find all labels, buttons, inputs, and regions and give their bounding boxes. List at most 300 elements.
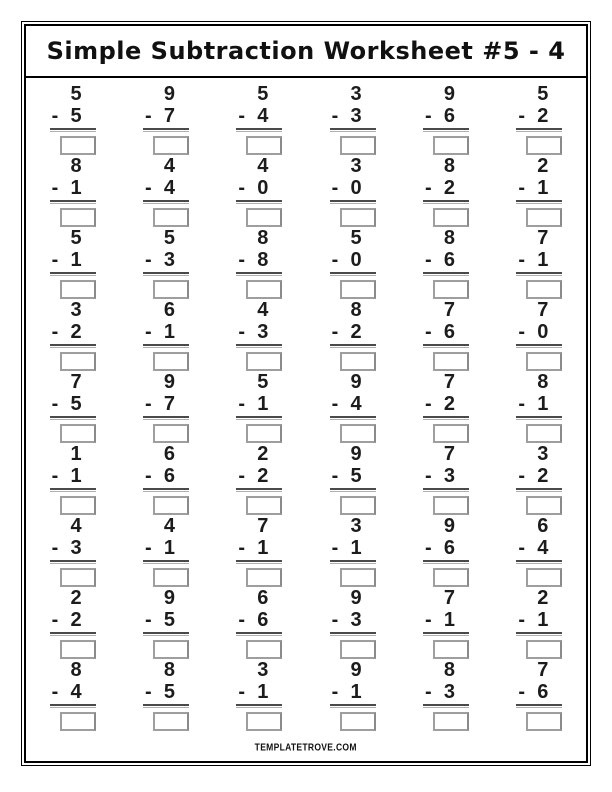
minus-sign: -: [424, 249, 432, 271]
minuend: 1: [70, 443, 82, 465]
minus-sign: -: [144, 609, 152, 631]
minus-sign: -: [331, 681, 339, 703]
subtrahend-row: [50, 105, 96, 127]
problem: [143, 371, 189, 443]
answer-box[interactable]: [526, 136, 562, 155]
answer-box[interactable]: [433, 568, 469, 587]
minus-sign: -: [424, 537, 432, 559]
minus-sign: -: [424, 681, 432, 703]
answer-line: [50, 704, 96, 708]
subtrahend-row: [423, 609, 469, 631]
minus-sign: -: [331, 609, 339, 631]
answer-box[interactable]: [340, 712, 376, 731]
problem: [50, 587, 96, 659]
answer-line: [143, 632, 189, 636]
minuend: 2: [70, 587, 82, 609]
minuend: 4: [70, 515, 82, 537]
answer-box[interactable]: [60, 136, 96, 155]
answer-box[interactable]: [340, 424, 376, 443]
subtrahend: 1: [537, 249, 549, 271]
answer-box[interactable]: [526, 352, 562, 371]
answer-box[interactable]: [340, 136, 376, 155]
problem: [236, 443, 282, 515]
subtrahend-row: [423, 465, 469, 487]
minus-sign: -: [144, 465, 152, 487]
answer-box[interactable]: [433, 280, 469, 299]
answer-box[interactable]: [60, 280, 96, 299]
subtrahend: 2: [70, 321, 82, 343]
answer-box[interactable]: [60, 208, 96, 227]
subtrahend: 5: [163, 609, 175, 631]
minus-sign: -: [424, 465, 432, 487]
problem: [423, 443, 469, 515]
problem: [143, 587, 189, 659]
minuend: 3: [257, 659, 269, 681]
answer-box[interactable]: [340, 352, 376, 371]
answer-box[interactable]: [60, 640, 96, 659]
problem: [236, 227, 282, 299]
subtrahend-row: [330, 105, 376, 127]
problem: [236, 659, 282, 731]
answer-box[interactable]: [340, 640, 376, 659]
minuend: 9: [443, 83, 455, 105]
problem: [236, 515, 282, 587]
answer-box[interactable]: [246, 568, 282, 587]
answer-line: [516, 128, 562, 132]
answer-box[interactable]: [526, 712, 562, 731]
minus-sign: -: [518, 321, 525, 343]
minus-sign: -: [51, 393, 59, 415]
subtrahend-row: [143, 609, 189, 631]
answer-line: [236, 272, 282, 276]
problem: [516, 443, 562, 515]
subtrahend-row: [50, 537, 96, 559]
minus-sign: -: [518, 465, 525, 487]
subtrahend-row: [423, 249, 469, 271]
minuend: 9: [443, 515, 455, 537]
minuend: 9: [163, 83, 175, 105]
minuend: 5: [537, 83, 549, 105]
answer-box[interactable]: [246, 280, 282, 299]
minuend: 5: [350, 227, 362, 249]
problem: [330, 227, 376, 299]
minus-sign: -: [238, 465, 245, 487]
subtrahend-row: [423, 393, 469, 415]
answer-line: [236, 632, 282, 636]
problem: [236, 587, 282, 659]
subtrahend-row: [236, 321, 282, 343]
subtrahend-row: [330, 465, 376, 487]
minus-sign: -: [51, 177, 59, 199]
answer-box[interactable]: [526, 568, 562, 587]
answer-line: [236, 704, 282, 708]
answer-line: [423, 200, 469, 204]
subtrahend-row: [516, 249, 562, 271]
problem: [143, 299, 189, 371]
minus-sign: -: [331, 177, 339, 199]
subtrahend-row: [236, 465, 282, 487]
minuend: 9: [350, 443, 362, 465]
answer-box[interactable]: [246, 136, 282, 155]
problem: [516, 371, 562, 443]
subtrahend-row: [50, 609, 96, 631]
answer-line: [330, 560, 376, 564]
problem: [423, 587, 469, 659]
subtrahend: 4: [537, 537, 549, 559]
subtrahend: 6: [443, 249, 455, 271]
minuend: 5: [70, 227, 82, 249]
subtrahend-row: [330, 249, 376, 271]
minus-sign: -: [51, 681, 59, 703]
subtrahend: 0: [257, 177, 269, 199]
answer-box[interactable]: [526, 208, 562, 227]
minuend: 6: [163, 443, 175, 465]
minuend: 7: [443, 371, 455, 393]
answer-box[interactable]: [340, 496, 376, 515]
subtrahend-row: [143, 537, 189, 559]
minuend: 8: [537, 371, 549, 393]
answer-line: [236, 344, 282, 348]
answer-box[interactable]: [433, 496, 469, 515]
minuend: 2: [257, 443, 269, 465]
minuend: 7: [537, 299, 549, 321]
subtrahend-row: [236, 537, 282, 559]
answer-box[interactable]: [153, 136, 189, 155]
page-title: Simple Subtraction Worksheet #5 - 4: [46, 37, 566, 65]
problem: [330, 155, 376, 227]
answer-box[interactable]: [340, 568, 376, 587]
minus-sign: -: [238, 393, 245, 415]
subtrahend-row: [516, 105, 562, 127]
minus-sign: -: [518, 609, 525, 631]
answer-line: [143, 416, 189, 420]
subtrahend: 4: [350, 393, 362, 415]
subtrahend-row: [236, 249, 282, 271]
problem: [516, 515, 562, 587]
minuend: 9: [163, 587, 175, 609]
answer-line: [143, 704, 189, 708]
answer-box[interactable]: [246, 208, 282, 227]
answer-box[interactable]: [153, 712, 189, 731]
problem: [423, 227, 469, 299]
footer-watermark: TEMPLATETROVE.COM: [254, 741, 358, 753]
problem: [143, 515, 189, 587]
answer-line: [516, 488, 562, 492]
subtrahend: 1: [350, 537, 362, 559]
subtrahend-row: [330, 537, 376, 559]
subtrahend: 0: [537, 321, 549, 343]
minuend: 2: [537, 155, 549, 177]
subtrahend: 2: [70, 609, 82, 631]
minus-sign: -: [331, 105, 339, 127]
subtrahend: 1: [257, 393, 269, 415]
problem: [50, 83, 96, 155]
subtrahend: 1: [163, 537, 175, 559]
answer-line: [423, 632, 469, 636]
minus-sign: -: [238, 609, 245, 631]
minuend: 4: [163, 155, 175, 177]
answer-box[interactable]: [340, 280, 376, 299]
answer-line: [330, 488, 376, 492]
minus-sign: -: [424, 177, 432, 199]
minuend: 6: [257, 587, 269, 609]
minuend: 7: [443, 299, 455, 321]
problem: [516, 155, 562, 227]
minuend: 3: [350, 155, 362, 177]
minuend: 8: [257, 227, 269, 249]
subtrahend-row: [423, 681, 469, 703]
answer-box[interactable]: [433, 640, 469, 659]
answer-box[interactable]: [153, 208, 189, 227]
minuend: 3: [350, 515, 362, 537]
answer-line: [423, 560, 469, 564]
subtrahend-row: [143, 105, 189, 127]
subtrahend-row: [516, 321, 562, 343]
subtrahend: 1: [257, 681, 269, 703]
subtrahend: 1: [443, 609, 455, 631]
minuend: 8: [443, 155, 455, 177]
subtrahend-row: [143, 465, 189, 487]
problem: [330, 659, 376, 731]
problems-grid: [26, 78, 586, 733]
problem: [423, 659, 469, 731]
subtrahend: 3: [163, 249, 175, 271]
problem: [516, 83, 562, 155]
answer-box[interactable]: [433, 136, 469, 155]
subtrahend-row: [330, 321, 376, 343]
minuend: 7: [537, 659, 549, 681]
minuend: 7: [257, 515, 269, 537]
answer-line: [236, 560, 282, 564]
minus-sign: -: [51, 465, 59, 487]
minuend: 5: [257, 371, 269, 393]
subtrahend-row: [330, 609, 376, 631]
subtrahend: 5: [163, 681, 175, 703]
answer-box[interactable]: [246, 496, 282, 515]
title-band: [26, 26, 586, 78]
minus-sign: -: [238, 321, 245, 343]
minuend: 9: [350, 587, 362, 609]
minus-sign: -: [51, 105, 59, 127]
answer-line: [423, 128, 469, 132]
minus-sign: -: [238, 105, 245, 127]
subtrahend-row: [50, 249, 96, 271]
answer-box[interactable]: [526, 424, 562, 443]
answer-box[interactable]: [246, 424, 282, 443]
minuend: 8: [70, 155, 82, 177]
minuend: 6: [163, 299, 175, 321]
subtrahend: 3: [443, 465, 455, 487]
minuend: 5: [163, 227, 175, 249]
answer-line: [143, 344, 189, 348]
subtrahend: 3: [257, 321, 269, 343]
subtrahend: 1: [163, 321, 175, 343]
answer-line: [516, 272, 562, 276]
answer-box[interactable]: [153, 568, 189, 587]
problem: [423, 155, 469, 227]
answer-box[interactable]: [246, 352, 282, 371]
subtrahend: 6: [163, 465, 175, 487]
subtrahend: 5: [70, 393, 82, 415]
problem: [50, 227, 96, 299]
subtrahend: 3: [443, 681, 455, 703]
minus-sign: -: [518, 393, 525, 415]
minus-sign: -: [144, 105, 152, 127]
answer-line: [143, 560, 189, 564]
problem: [236, 371, 282, 443]
answer-line: [516, 344, 562, 348]
answer-box[interactable]: [433, 352, 469, 371]
subtrahend-row: [143, 681, 189, 703]
minus-sign: -: [331, 249, 339, 271]
subtrahend: 1: [70, 465, 82, 487]
subtrahend: 0: [350, 177, 362, 199]
subtrahend-row: [330, 681, 376, 703]
answer-box[interactable]: [60, 352, 96, 371]
problem: [143, 659, 189, 731]
minuend: 8: [443, 659, 455, 681]
subtrahend-row: [50, 393, 96, 415]
answer-box[interactable]: [153, 352, 189, 371]
answer-box[interactable]: [433, 712, 469, 731]
answer-line: [330, 344, 376, 348]
subtrahend: 3: [70, 537, 82, 559]
subtrahend-row: [423, 537, 469, 559]
footer-band: [26, 733, 586, 761]
answer-line: [50, 416, 96, 420]
minus-sign: -: [238, 177, 245, 199]
answer-box[interactable]: [60, 712, 96, 731]
subtrahend: 6: [443, 321, 455, 343]
answer-line: [50, 200, 96, 204]
subtrahend-row: [236, 105, 282, 127]
minus-sign: -: [424, 609, 432, 631]
subtrahend-row: [516, 465, 562, 487]
answer-box[interactable]: [60, 568, 96, 587]
minuend: 7: [443, 587, 455, 609]
answer-box[interactable]: [153, 424, 189, 443]
answer-box[interactable]: [153, 280, 189, 299]
answer-line: [423, 344, 469, 348]
subtrahend: 8: [257, 249, 269, 271]
subtrahend-row: [143, 321, 189, 343]
answer-line: [423, 488, 469, 492]
minus-sign: -: [144, 393, 152, 415]
minuend: 4: [163, 515, 175, 537]
subtrahend: 4: [70, 681, 82, 703]
answer-line: [50, 344, 96, 348]
subtrahend-row: [516, 681, 562, 703]
subtrahend-row: [236, 393, 282, 415]
answer-box[interactable]: [246, 712, 282, 731]
subtrahend: 2: [350, 321, 362, 343]
answer-box[interactable]: [153, 496, 189, 515]
problem: [143, 155, 189, 227]
answer-line: [330, 704, 376, 708]
problem: [516, 227, 562, 299]
subtrahend-row: [143, 249, 189, 271]
minuend: 7: [537, 227, 549, 249]
subtrahend: 2: [443, 177, 455, 199]
minus-sign: -: [331, 537, 339, 559]
problem: [50, 371, 96, 443]
subtrahend: 2: [443, 393, 455, 415]
answer-box[interactable]: [433, 208, 469, 227]
subtrahend-row: [330, 177, 376, 199]
page-frame-inner: [24, 24, 588, 763]
minus-sign: -: [424, 393, 432, 415]
minus-sign: -: [51, 249, 59, 271]
subtrahend-row: [516, 537, 562, 559]
problem: [330, 371, 376, 443]
problem: [50, 443, 96, 515]
subtrahend: 6: [537, 681, 549, 703]
minuend: 9: [163, 371, 175, 393]
problem: [330, 515, 376, 587]
problem: [50, 155, 96, 227]
problem: [330, 83, 376, 155]
answer-box[interactable]: [433, 424, 469, 443]
answer-box[interactable]: [526, 280, 562, 299]
answer-line: [330, 632, 376, 636]
subtrahend-row: [143, 177, 189, 199]
problem: [236, 83, 282, 155]
answer-box[interactable]: [60, 424, 96, 443]
problem: [516, 299, 562, 371]
answer-box[interactable]: [526, 640, 562, 659]
minus-sign: -: [518, 537, 525, 559]
minus-sign: -: [51, 537, 59, 559]
answer-line: [236, 200, 282, 204]
subtrahend: 2: [537, 105, 549, 127]
minus-sign: -: [518, 249, 525, 271]
problem: [50, 299, 96, 371]
subtrahend: 5: [350, 465, 362, 487]
subtrahend: 1: [537, 393, 549, 415]
subtrahend: 1: [70, 249, 82, 271]
minus-sign: -: [331, 393, 339, 415]
answer-box[interactable]: [246, 640, 282, 659]
minuend: 8: [163, 659, 175, 681]
answer-line: [236, 128, 282, 132]
answer-line: [516, 200, 562, 204]
answer-line: [143, 200, 189, 204]
problem: [423, 299, 469, 371]
answer-box[interactable]: [340, 208, 376, 227]
subtrahend: 6: [257, 609, 269, 631]
subtrahend: 2: [537, 465, 549, 487]
minus-sign: -: [518, 105, 525, 127]
minuend: 3: [70, 299, 82, 321]
answer-line: [50, 560, 96, 564]
answer-line: [516, 632, 562, 636]
minus-sign: -: [424, 105, 432, 127]
answer-line: [50, 632, 96, 636]
minuend: 5: [70, 83, 82, 105]
subtrahend-row: [236, 681, 282, 703]
answer-box[interactable]: [526, 496, 562, 515]
subtrahend-row: [330, 393, 376, 415]
problem: [423, 515, 469, 587]
answer-box[interactable]: [153, 640, 189, 659]
subtrahend: 1: [350, 681, 362, 703]
answer-box[interactable]: [60, 496, 96, 515]
subtrahend: 7: [163, 105, 175, 127]
subtrahend: 3: [350, 609, 362, 631]
answer-line: [236, 488, 282, 492]
problem: [50, 515, 96, 587]
subtrahend: 6: [443, 537, 455, 559]
